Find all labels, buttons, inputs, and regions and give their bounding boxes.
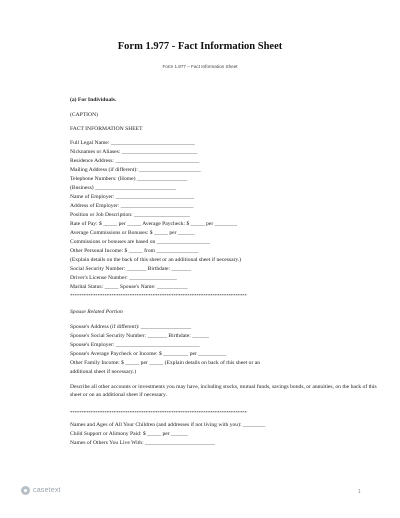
form-line: Commissions or bonuses are based on ___________________: [70, 239, 210, 245]
form-line: Spouse's Employer: ______________________________: [70, 342, 200, 348]
casetext-logo-icon: [21, 486, 30, 495]
casetext-logo: [21, 486, 61, 495]
form-line: Spouse's Social Security Number: _______ Birthdate: ______: [70, 333, 209, 339]
form-line: (Business) _____________________________: [70, 185, 177, 191]
spouse-heading: Spouse Related Portion: [70, 309, 123, 315]
form-line: Address of Employer: __________________________: [70, 203, 194, 209]
sheet-heading: FACT INFORMATION SHEET: [70, 126, 143, 132]
document-subtitle: Form 1.977 – Fact Information Sheet: [162, 64, 238, 69]
describe-paragraph: Describe all other accounts or investments you may have, including stocks, mutual funds, savings bonds, or annuities, on the back of this sheet or on an additional sheet if necessary.: [70, 384, 377, 398]
casetext-logo-text: casetext: [33, 487, 61, 494]
section-heading: (a) For Individuals.: [70, 97, 117, 103]
separator-line: *****************************************************************************: [70, 293, 247, 298]
form-line: Child Support or Alimony Paid: $ _____ per ______: [70, 431, 188, 437]
form-line: Residence Address: ______________________________: [70, 158, 200, 164]
page-number: 1: [358, 489, 361, 495]
form-line: Telephone Numbers: (Home) __________________: [70, 176, 188, 182]
form-line: Names of Others You Live With: _________________________: [70, 440, 215, 446]
form-line: additional sheet if necessary.): [70, 369, 137, 375]
caption-label: (CAPTION): [70, 112, 98, 118]
form-line: Spouse's Address (if different): __________________: [70, 324, 192, 330]
form-line: Names and Ages of All Your Children (and addresses if not living with you): ________: [70, 422, 266, 428]
document-title: Form 1.977 - Fact Information Sheet: [117, 41, 283, 52]
form-line: Other Family Income: $ _____ per _____ (Explain details on back of this sheet or an: [70, 360, 260, 366]
form-line: Marital Status: _____ Spouse's Name: ___________: [70, 284, 188, 290]
form-line: Spouse's Average Paycheck or Income: $ _________ per __________: [70, 351, 227, 357]
form-line: Name of Employer: ____________________________: [70, 194, 195, 200]
separator-line: *****************************************************************************: [70, 410, 247, 415]
form-line: Rate of Pay: $ _____ per _____ Average Paycheck: $ _____ per ________: [70, 221, 238, 227]
form-line: Position or Job Description: ____________________: [70, 212, 190, 218]
form-line: Social Security Number: _______ Birthdate: _______: [70, 266, 192, 272]
form-line: (Explain details on the back of this sheet or an additional sheet if necessary.): [70, 257, 242, 263]
form-line: Average Commissions or Bonuses: $ _____ per ______: [70, 230, 195, 236]
form-line: Other Personal Income: $ _____ from _______________: [70, 248, 199, 254]
form-line: Nicknames or Aliases: ___________________________: [70, 149, 198, 155]
form-line: Full Legal Name: ______________________________: [70, 140, 195, 146]
form-line: Driver's License Number: _________________: [70, 275, 177, 281]
form-line: Mailing Address (if different): ______________________: [70, 167, 201, 173]
